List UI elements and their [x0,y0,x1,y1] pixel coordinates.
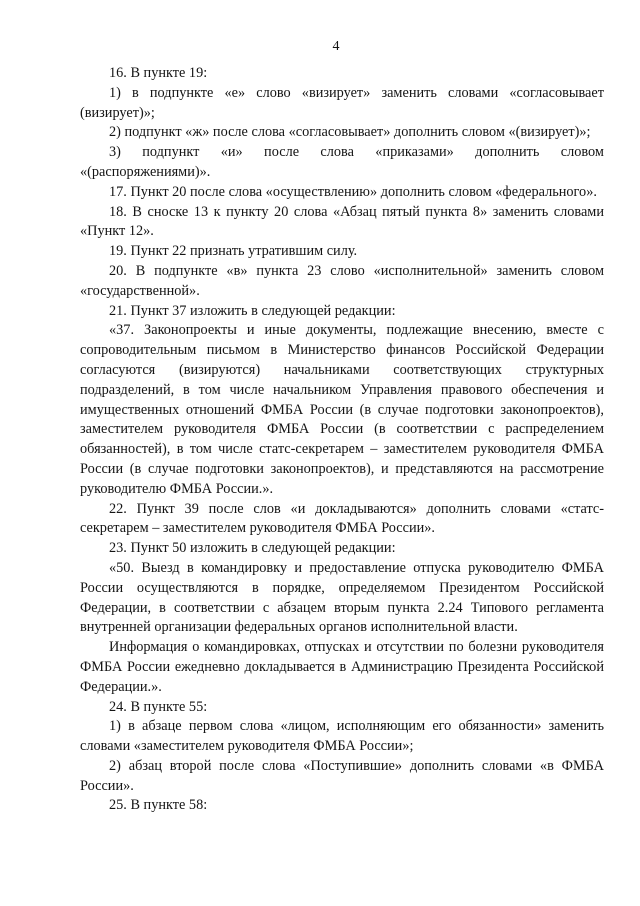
paragraph-50-text: «50. Выезд в командировку и предоставление отпуска руководителю ФМБА России осуществляются в порядке, определяемом Президентом Российской Федерации, в соответствии с абзацем вторым пункта 2.24 Типового регламента внутренней организации федеральных органов исполнительной власти. [80,559,604,636]
paragraph-16-3: 3) подпункт «и» после слова «приказами» дополнить словом «(распоряжениями)». [80,144,604,180]
paragraph-16-1: 1) в подпункте «е» слово «визирует» заменить словами «согласовывает (визирует)»; [80,84,604,121]
paragraph-50-info: Информация о командировках, отпусках и отсутствии по болезни руководителя ФМБА России ежедневно докладывается в Администрацию Президента Российской Федерации.». [80,639,604,695]
paragraph-18: 18. В сноске 13 к пункту 20 слова «Абзац пятый пункта 8» заменить словами «Пункт 12». [80,203,604,240]
paragraph-24: 24. В пункте 55: [109,698,208,715]
paragraph-37-text: «37. Законопроекты и иные документы, подлежащие внесению, вместе с сопроводительным письмом в Министерство финансов Российской Федерации согласуются (визируются) начальниками соответствующих структурных подразделений, в том числе начальником Управления правового обеспечения и имущественных отношений ФМБА России (в случае подготовки законопроектов), заместителем руководителя ФМБА России (в соответствии с распределением обязанностей), в том числе статс-секретарем – заместителем руководителя ФМБА России (в случае подготовки законопроектов), и представляются на рассмотрение руководителю ФМБА России.». [80,322,604,497]
paragraph-24-1: 1) в абзаце первом слова «лицом, исполняющим его обязанности» заменить словами «заместителем руководителя ФМБА России»; [80,718,604,755]
paragraph-20: 20. В подпункте «в» пункта 23 слово «исполнительной» заменить словом «государственной». [80,262,604,299]
paragraph-16-2: 2) подпункт «ж» после слова «согласовывает» дополнить словом «(визирует)»; [109,124,591,141]
document-body [80,64,604,816]
paragraph-25: 25. В пункте 58: [109,797,208,814]
paragraph-22: 22. Пункт 39 после слов «и докладываются» дополнить словами «статс-секретарем – заместителем руководителя ФМБА России». [80,500,604,537]
paragraph-16: 16. В пункте 19: [109,65,208,81]
paragraph-17: 17. Пункт 20 после слова «осуществлению» дополнить словом «федерального». [109,183,597,200]
page-number: 4 [332,39,340,54]
paragraph-21: 21. Пункт 37 изложить в следующей редакции: [109,302,396,319]
paragraph-24-2: 2) абзац второй после слова «Поступившие» дополнить словами «в ФМБА России». [80,757,604,794]
paragraph-23: 23. Пункт 50 изложить в следующей редакции: [109,540,396,557]
paragraph-19: 19. Пункт 22 признать утратившим силу. [109,243,358,260]
